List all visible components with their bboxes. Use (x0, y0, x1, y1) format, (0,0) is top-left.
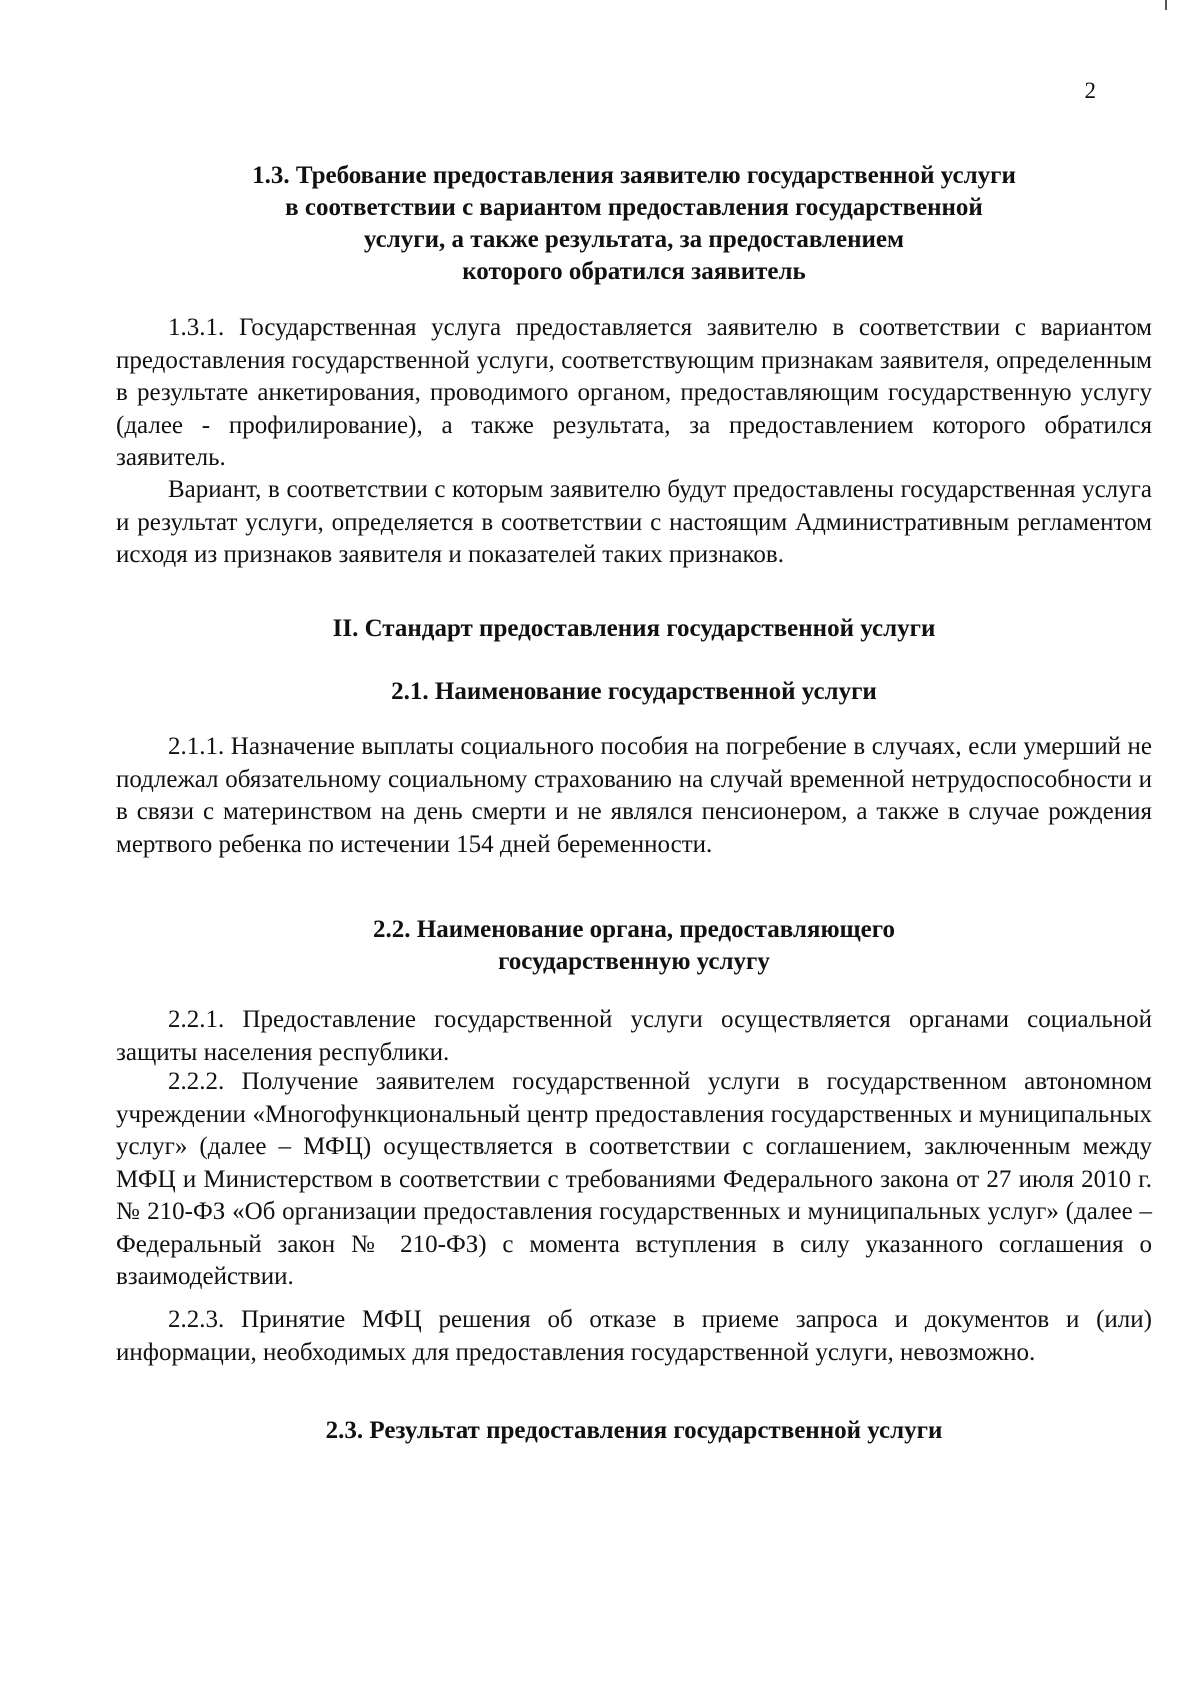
heading-line: в соответствии с вариантом предоставления государственной (285, 194, 983, 221)
page-number: 2 (1084, 78, 1096, 103)
heading-line: государственную услугу (498, 948, 770, 975)
heading-line: 2.2. Наименование органа, предоставляющего (373, 916, 895, 943)
paragraph-2-1-1: 2.1.1. Назначение выплаты социального пособия на погребение в случаях, если умерший не подлежал обязательному социальному страхованию на случай временной нетрудоспособности и в связи с материнством на день смерти и не являлся пенсионером, а также в случае рождения мертвого ребенка по истечении 154 дней беременности. (116, 733, 1152, 858)
section-2-3-heading: 2.3. Результат предоставления государственной услуги (325, 1417, 943, 1444)
section-1-3-heading (116, 160, 1152, 288)
paragraph-1-3-1: 1.3.1. Государственная услуга предоставляется заявителю в соответствии с вариантом предоставления государственной услуги, соответствующим признакам заявителя, определенным в результате анкетирования, проводимого органом, предоставляющим государственную услугу (далее - профилирование), а также результата, за предоставлением которого обратился заявитель. (116, 314, 1152, 471)
section-2-2-heading (116, 914, 1152, 978)
paragraph-variant: Вариант, в соответствии с которым заявителю будут предоставлены государственная услуга и результат услуги, определяется в соответствии с настоящим Административным регламентом исходя из признаков заявителя и показателей таких признаков. (116, 476, 1152, 568)
heading-line: 1.3. Требование предоставления заявителю государственной услуги (252, 162, 1016, 189)
section-2-1-heading: 2.1. Наименование государственной услуги (391, 678, 877, 705)
paragraph-2-2-3: 2.2.3. Принятие МФЦ решения об отказе в приеме запроса и документов и (или) информации, необходимых для предоставления государственной услуги, невозможно. (116, 1306, 1152, 1366)
heading-line: которого обратился заявитель (462, 258, 806, 285)
paragraph-2-2-1: 2.2.1. Предоставление государственной услуги осуществляется органами социальной защиты населения республики. (116, 1006, 1152, 1066)
paragraph-2-2-2: 2.2.2. Получение заявителем государственной услуги в государственном автономном учреждении «Многофункциональный центр предоставления государственных и муниципальных услуг» (далее – МФЦ) осуществляется в соответствии с соглашением, заключенным между МФЦ и Министерством в соответствии с требованиями Федерального закона от 27 июля 2010 г. № 210-ФЗ «Об организации предоставления государственных и муниципальных услуг» (далее – Федеральный закон № 210-ФЗ) с момента вступления в силу указанного соглашения о взаимодействии. (116, 1068, 1152, 1290)
section-2-heading: II. Стандарт предоставления государственной услуги (332, 615, 936, 642)
heading-line: услуги, а также результата, за предоставлением (363, 226, 905, 253)
scan-edge-mark (1165, 0, 1167, 10)
